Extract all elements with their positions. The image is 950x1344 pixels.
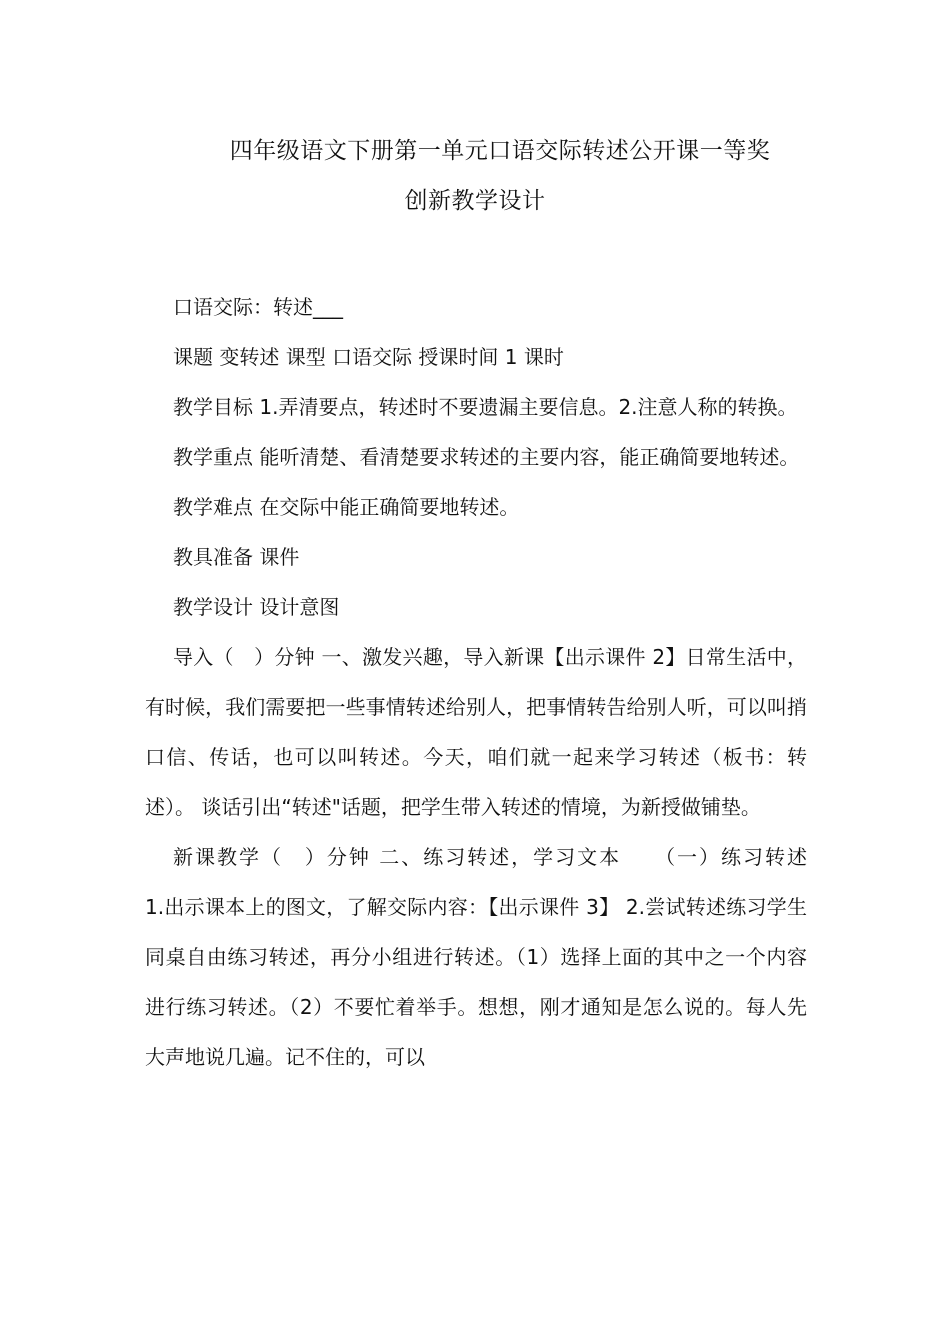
paragraph-new-lesson: 新课教学（ ）分钟 二、练习转述，学习文本 （一）练习转述 1.出示课本上的图文，了解交际内容：【出示课件 3】 2.尝试转述练习学生同桌自由练习转述，再分小组进行转述。（1）选择上面的其中之一个内容进行练习转述。（2）不要忙着举手。想想，刚才通知是怎么说的。每人先大声地说几遍。记不住的，可以: [145, 845, 847, 1069]
paragraph-teaching-goals: 教学目标 1.弄清要点，转述时不要遗漏主要信息。2.注意人称的转换。: [173, 395, 798, 419]
paragraph-key-points: 教学重点 能听清楚、看清楚要求转述的主要内容，能正确简要地转述。: [173, 445, 800, 469]
paragraph-materials: 教具准备 课件: [173, 545, 300, 569]
document-title-line-1: 四年级语文下册第一单元口语交际转述公开课一等奖: [229, 138, 771, 164]
paragraph-difficulties: 教学难点 在交际中能正确简要地转述。: [173, 495, 520, 519]
paragraph-design-header: 教学设计 设计意图: [173, 595, 340, 619]
document-title-line-2: 创新教学设计: [404, 188, 546, 214]
paragraph-introduction: 导入（ ）分钟 一、激发兴趣，导入新课【出示课件 2】日常生活中，有时候，我们需要把一些事情转述给别人，把事情转告给别人听，可以叫捎口信、传话，也可以叫转述。今天，咱们就一起来学习转述（板书：转述）。 谈话引出“转述"话题，把学生带入转述的情境，为新授做铺垫。: [145, 645, 807, 819]
document-body: [145, 282, 847, 1082]
paragraph-topic: 口语交际：转述___: [173, 295, 343, 319]
paragraph-lesson-info: 课题 变转述 课型 口语交际 授课时间 1 课时: [173, 345, 564, 369]
